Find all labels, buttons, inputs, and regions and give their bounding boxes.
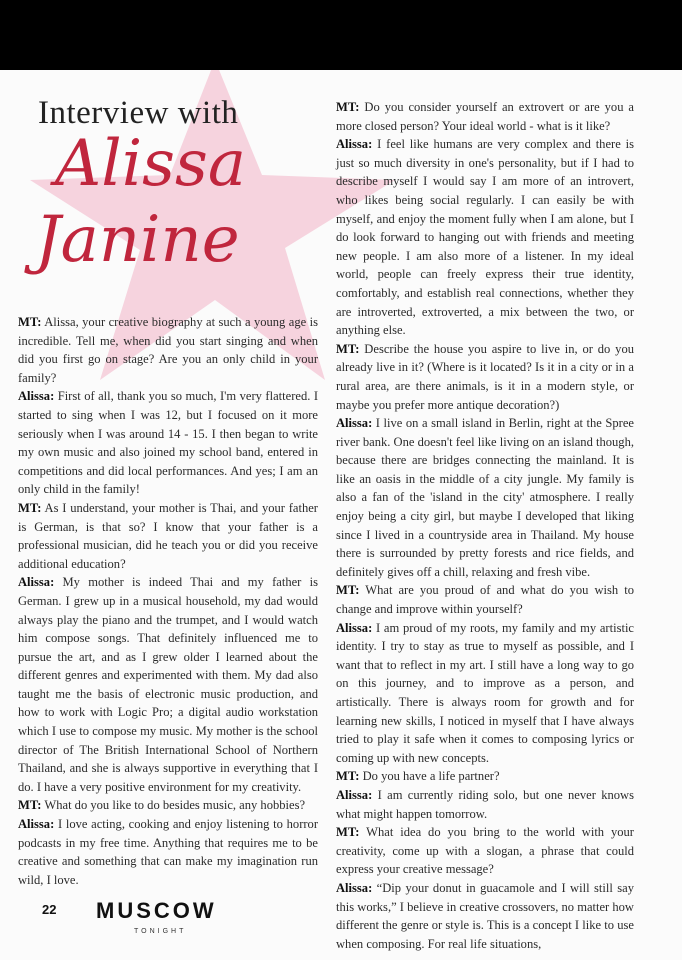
qa-paragraph	[18, 796, 318, 815]
magazine-page	[0, 70, 682, 960]
speaker-label: Alissa:	[18, 389, 55, 404]
qa-paragraph	[336, 823, 634, 879]
paragraph-text: As I understand, your mother is Thai, and your father is German, is that so? I know that your father is a professional musician, did he teach you or did you receive additional education?	[18, 500, 318, 571]
paragraph-text: I am currently riding solo, but one never knows what might happen tomorrow.	[336, 787, 634, 821]
qa-paragraph	[336, 619, 634, 768]
speaker-label: Alissa:	[336, 620, 373, 635]
paragraph-text: What idea do you bring to the world with your creativity, come up with a slogan, a phrase that could express your creative message?	[336, 825, 634, 877]
speaker-label: Alissa:	[336, 880, 373, 895]
qa-paragraph	[18, 573, 318, 796]
magazine-logo-subtitle: TONIGHT	[134, 928, 187, 935]
paragraph-text: Alissa, your creative biography at such a young age is incredible. Tell me, when did you start singing and when did you first go on stage? Are you an only child in your family?	[18, 315, 318, 385]
speaker-label: Alissa:	[18, 817, 55, 832]
qa-paragraph	[18, 499, 318, 573]
title-last-name: Janine	[35, 203, 240, 277]
speaker-label: MT:	[18, 315, 42, 329]
speaker-label: Alissa:	[336, 787, 373, 802]
paragraph-text: Do you have a life partner?	[359, 769, 500, 784]
speaker-label: Alissa:	[336, 137, 373, 152]
paragraph-text: What do you like to do besides music, any hobbies?	[41, 798, 306, 813]
qa-paragraph	[336, 135, 634, 340]
title-line1: Interview with	[38, 95, 239, 131]
qa-paragraph	[18, 815, 318, 889]
speaker-label: MT:	[18, 798, 42, 813]
speaker-label: MT:	[336, 100, 360, 114]
paragraph-text: Describe the house you aspire to live in, or do you already live in it? (Where is it located? Is it in a city or in a rural area, are there animals, is it in a modern style, or maybe you prefer more antique decoration?)	[336, 341, 634, 412]
speaker-label: Alissa:	[18, 575, 55, 590]
paragraph-text: I feel like humans are very complex and there is just so much diversity in one's personality, but if I had to describe myself I would say I am more of an introvert, who likes being social regularly. I can easily be with myself, and enjoy the moment fully when I am alone, but I do look forward to hanging out with friends and meeting new people. I am also more of a listener. In my ideal world, people can freely express their true identity, comfortably, and establish real connections, whether they are introverted, extroverted, a mix between the two, or anything else.	[336, 137, 634, 338]
qa-paragraph	[336, 767, 634, 786]
qa-paragraph	[336, 98, 634, 135]
page-footer	[42, 898, 262, 948]
qa-paragraph	[336, 414, 634, 581]
magazine-logo: MUSCOW	[96, 898, 217, 923]
speaker-label: MT:	[18, 500, 42, 515]
paragraph-text: I love acting, cooking and enjoy listening to horror podcasts in my free time. Anything that requires me to be creative and something that can make my imagination run wild, I love.	[18, 817, 318, 887]
qa-paragraph	[18, 387, 318, 499]
speaker-label: MT:	[336, 825, 360, 840]
left-column	[18, 313, 318, 889]
paragraph-text: What are you proud of and what do you wish to change and improve within yourself?	[336, 583, 634, 617]
qa-paragraph	[336, 340, 634, 414]
page-number: 22	[42, 902, 57, 917]
paragraph-text: “Dip your donut in guacamole and I will still say this works,” I believe in creative crossovers, no matter how different the genre or style is. This is a concept I like to use when composing. For real life situations,	[336, 880, 634, 951]
speaker-label: MT:	[336, 583, 360, 598]
speaker-label: MT:	[336, 769, 360, 784]
paragraph-text: First of all, thank you so much, I'm very flattered. I started to sing when I was 12, but I focused on it more seriously when I was around 14 - 15. I then began to write my own music and also joined my school band, entered in competitions and did local performances. And yes; I am an only child in the family!	[18, 389, 318, 497]
qa-paragraph	[336, 786, 634, 823]
speaker-label: Alissa:	[336, 416, 373, 431]
paragraph-text: My mother is indeed Thai and my father is German. I grew up in a musical household, my dad would always play the piano and the trumpet, and I would watch him compose songs. That definitely influenced me to pursue the art, and as I grew older I learned about the different genres and experimented with them. My dad also taught me the basis of electronic music production, and how to work with Logic Pro; a digital audio workstation which I use to compose my music. My mother is the school director of The British International School of Northern Thailand, and she is always supportive in everything that I do. I have a very positive environment for my creativity.	[18, 575, 318, 794]
paragraph-text: I am proud of my roots, my family and my artistic identity. I try to stay as true to myself as possible, and I want that to reflect in my art. I still have a long way to go on this journey, and to improve as a person, and artistically. There is always room for growth and for learning new skills, I noticed in myself that I have always tried to play it safe when it comes to composing lyrics or coming up with new concepts.	[336, 620, 634, 765]
qa-paragraph	[336, 879, 634, 953]
speaker-label: MT:	[336, 341, 360, 356]
title-first-name: Alissa	[55, 127, 246, 201]
paragraph-text: Do you consider yourself an extrovert or are you a more closed person? Your ideal world - what is it like?	[336, 100, 634, 133]
right-column	[336, 98, 634, 953]
qa-paragraph	[336, 581, 634, 618]
paragraph-text: I live on a small island in Berlin, right at the Spree river bank. One doesn't feel like living on an island though, because there are bridges connecting the mainland. It is like an oasis in the middle of a city jungle. My family is also a fan of the 'island in the city' atmosphere. I really enjoy being a city girl, but maybe I developed that liking since I lived in a countryside area in Thailand. My house there is surrounded by pretty forests and rice fields, and definitely gives off a chill, relaxing and fresh vibe.	[336, 416, 634, 579]
qa-paragraph	[18, 313, 318, 387]
